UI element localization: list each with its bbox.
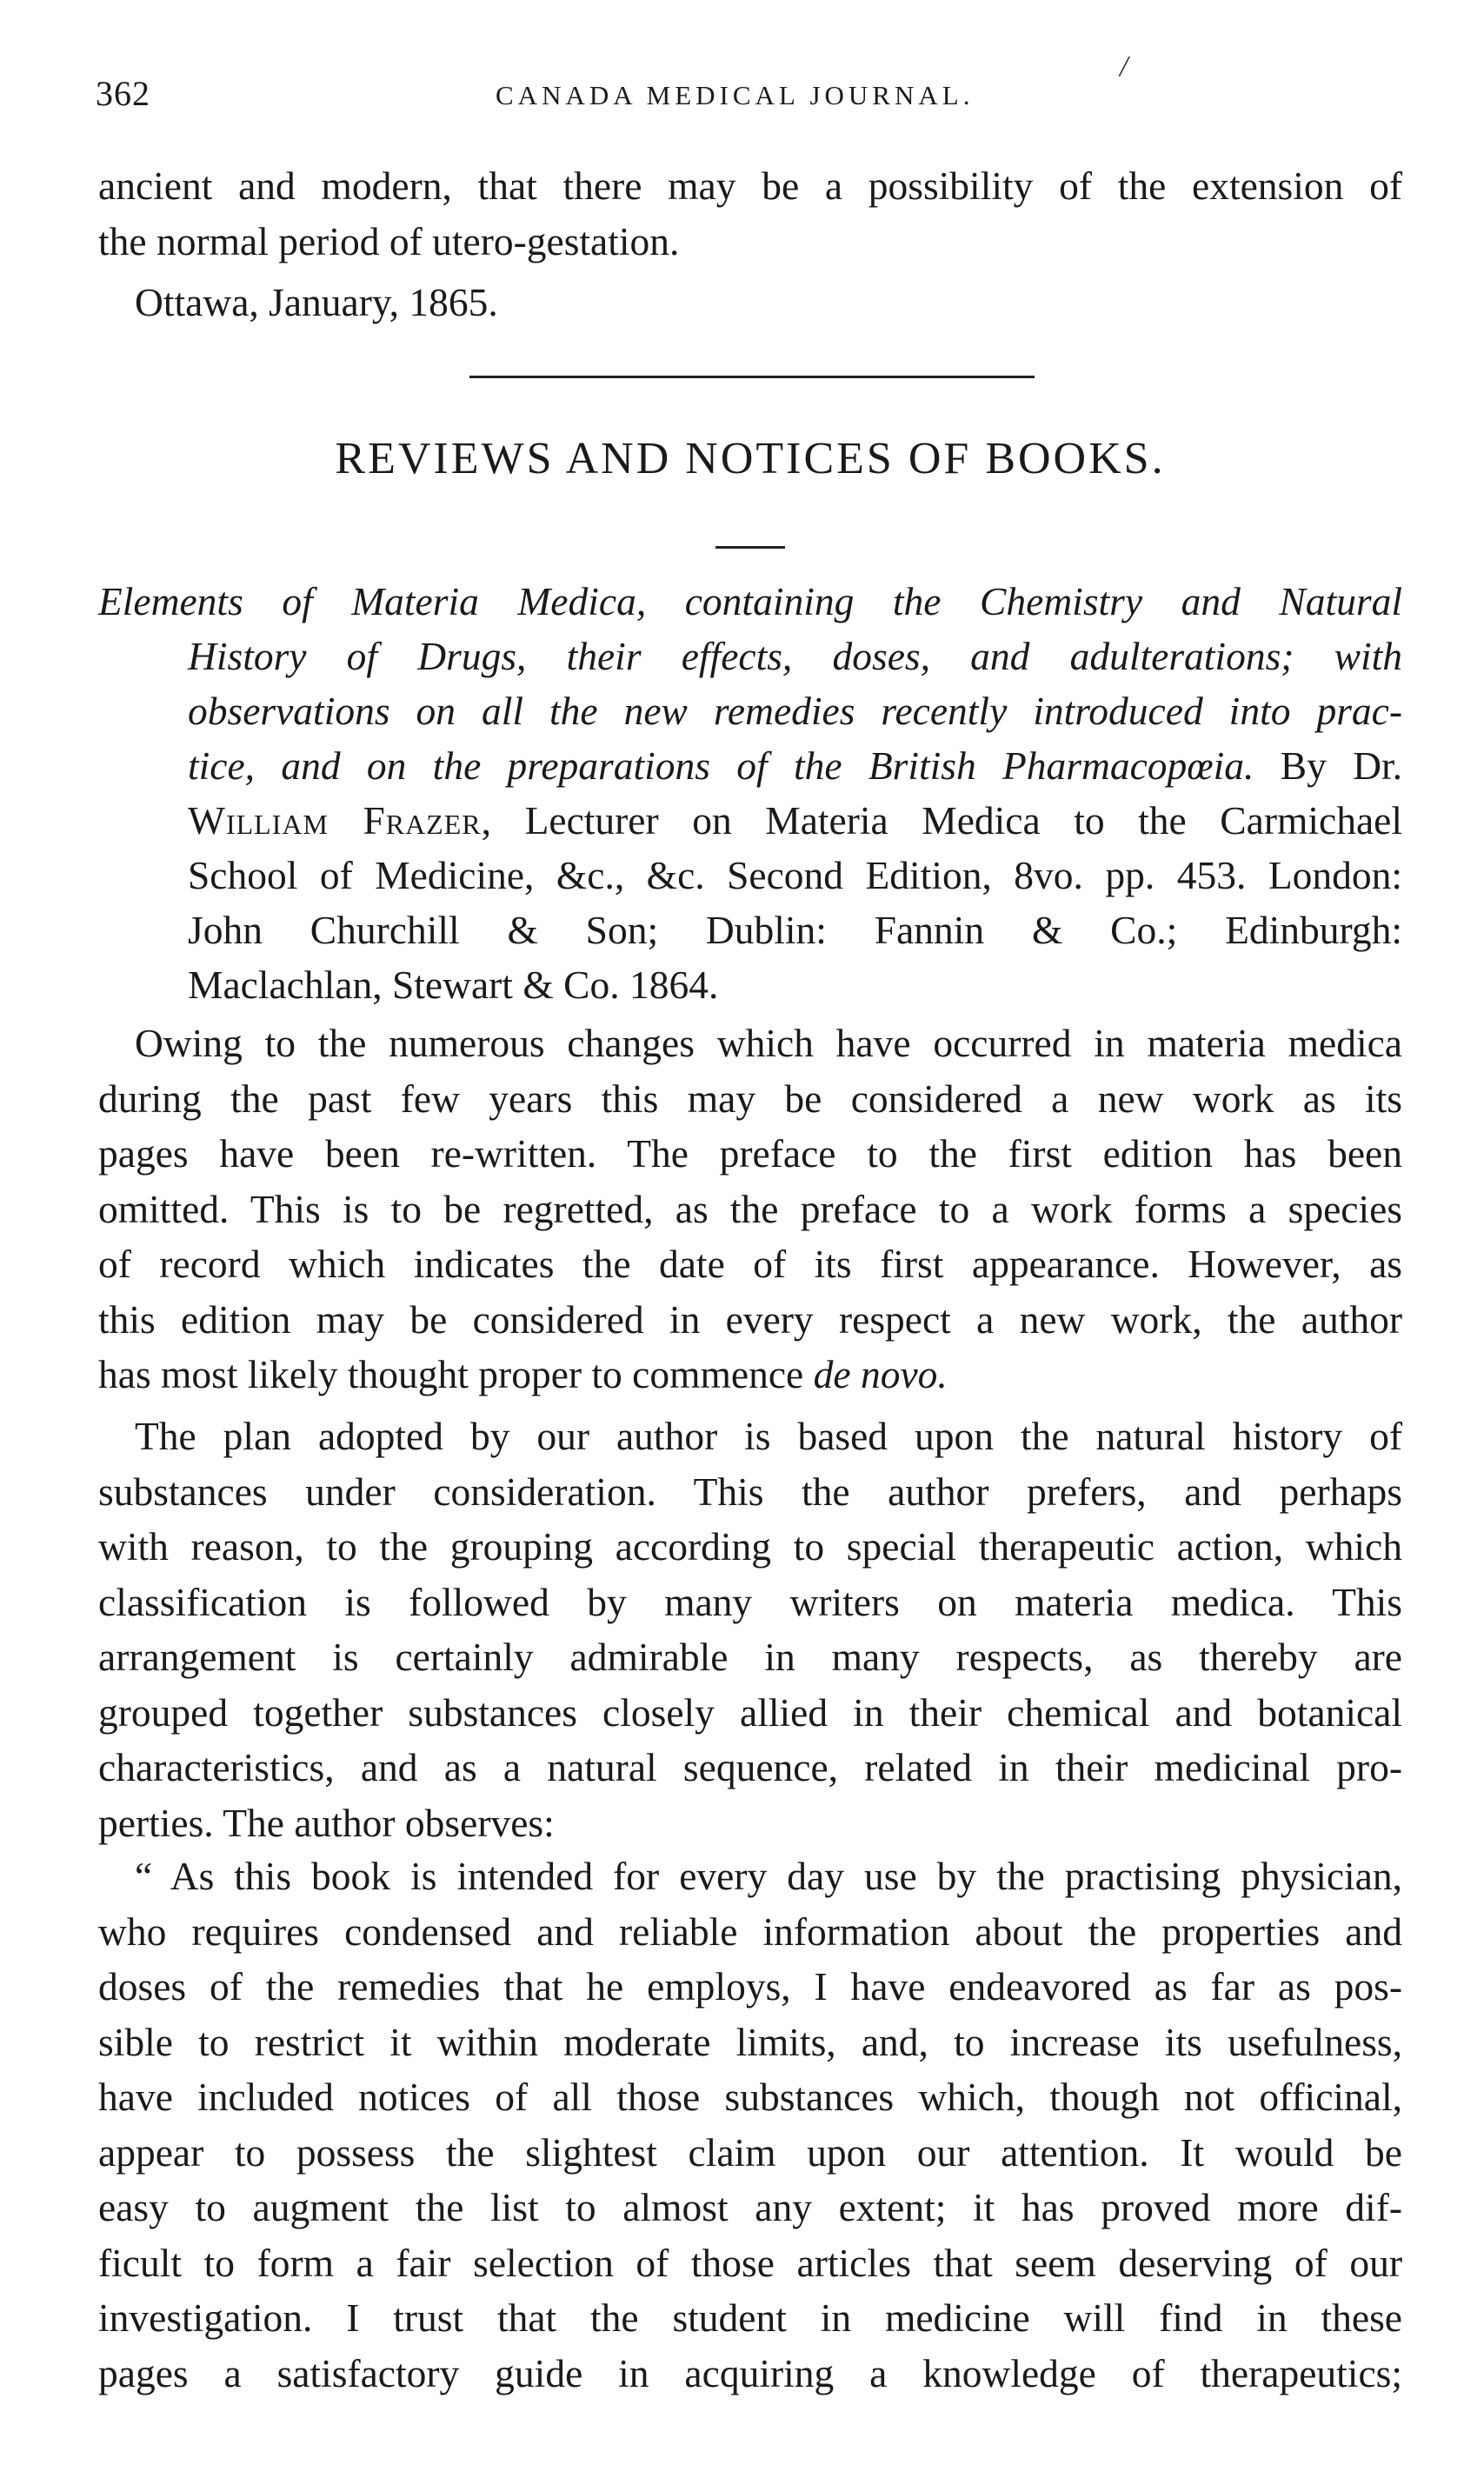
book-detail-line: School of Medicine, &c., &c. Second Edition, 8vo. pp. 453. London: xyxy=(188,853,1402,897)
review-line: of record which indicates the date of its first appearance. However, as xyxy=(98,1242,1402,1286)
page-header xyxy=(96,50,1400,125)
quote-line: easy to augment the list to almost any extent; it has proved more dif- xyxy=(98,2185,1402,2229)
page-number: 362 xyxy=(96,74,150,113)
carryover-line: ancient and modern, that there may be a possibility of the extension of xyxy=(98,163,1402,208)
section-heading: REVIEWS AND NOTICES OF BOOKS. xyxy=(335,434,1166,483)
review-line: this edition may be considered in every respect a new work, the author xyxy=(98,1296,1402,1342)
quote-line: investigation. I trust that the student in medicine will find in these xyxy=(98,2295,1402,2340)
book-detail-line: John Churchill & Son; Dublin: Fannin & Co.; Edinburgh: xyxy=(188,908,1402,952)
book-title-line: observations on all the new remedies recently introduced into prac- xyxy=(188,689,1402,733)
book-author-name: William Frazer xyxy=(188,798,482,843)
book-by-label: By Dr. xyxy=(1280,743,1402,788)
book-author-line xyxy=(98,793,1402,848)
review-paragraph-1 xyxy=(98,1016,1402,1402)
review-line: with reason, to the grouping according to special therapeutic action, which xyxy=(98,1524,1402,1569)
review-line: pages have been re-written. The preface to the first edition has been xyxy=(98,1131,1402,1176)
book-citation xyxy=(98,574,1402,1012)
review-line: perties. The author observes: xyxy=(98,1800,555,1845)
quote-line: have included notices of all those substances which, though not officinal, xyxy=(98,2075,1402,2119)
quote-line: pages a satisfactory guide in acquiring a knowledge of therapeutics; xyxy=(98,2350,1402,2395)
heading-short-rule xyxy=(715,546,785,549)
quote-line: ficult to form a fair selection of those articles that seem deserving of our xyxy=(98,2240,1402,2285)
review-line: The plan adopted by our author is based upon the natural history of xyxy=(135,1414,1402,1458)
review-line: classification is followed by many writers on materia medica. This xyxy=(98,1579,1402,1624)
book-title-line: tice, and on the preparations of the British Pharmacopœia. xyxy=(188,743,1254,788)
running-title: CANADA MEDICAL JOURNAL. xyxy=(496,80,975,110)
review-line: grouped together substances closely allied in their chemical and botanical xyxy=(98,1689,1402,1735)
carryover-paragraph xyxy=(98,158,1402,270)
stray-mark: / xyxy=(1120,50,1128,83)
book-detail-line: Maclachlan, Stewart & Co. 1864. xyxy=(188,963,719,1007)
carryover-line: the normal period of utero-gestation. xyxy=(98,219,680,263)
book-title-byline xyxy=(98,738,1402,793)
signoff-dateline: Ottawa, January, 1865. xyxy=(135,280,498,324)
review-paragraph-2 xyxy=(98,1409,1402,1850)
review-line: characteristics, and as a natural sequence, related in their medicinal pro- xyxy=(98,1745,1402,1789)
section-divider-rule xyxy=(469,376,1035,378)
quote-line: “ As this book is intended for every day use by the practising physician, xyxy=(135,1854,1402,1898)
review-line: omitted. This is to be regretted, as the preface to a work forms a species xyxy=(98,1186,1402,1231)
quote-line: who requires condensed and reliable information about the properties and xyxy=(98,1909,1402,1954)
quote-line: doses of the remedies that he employs, I have endeavored as far as pos- xyxy=(98,1964,1402,2009)
book-title-line: Elements of Materia Medica, containing the Chemistry and Natural xyxy=(98,579,1402,623)
quote-line: sible to restrict it within moderate limits, and, to increase its usefulness, xyxy=(98,2019,1402,2064)
book-author-role: , Lecturer on Materia Medica to the Carmichael xyxy=(481,798,1402,843)
book-title-line: History of Drugs, their effects, doses, and adulterations; with xyxy=(188,634,1402,678)
review-line xyxy=(98,1347,1402,1402)
review-italic-phrase: de novo. xyxy=(813,1352,948,1396)
review-line: arrangement is certainly admirable in many respects, as thereby are xyxy=(98,1635,1402,1679)
quote-line: appear to possess the slightest claim upon our attention. It would be xyxy=(98,2129,1402,2175)
review-line: substances under consideration. This the author prefers, and perhaps xyxy=(98,1469,1402,1514)
review-line: during the past few years this may be considered a new work as its xyxy=(98,1076,1402,1121)
review-line: Owing to the numerous changes which have occurred in materia medica xyxy=(135,1021,1402,1065)
author-quotation xyxy=(98,1849,1402,2401)
review-line-text: has most likely thought proper to commence xyxy=(98,1352,814,1396)
